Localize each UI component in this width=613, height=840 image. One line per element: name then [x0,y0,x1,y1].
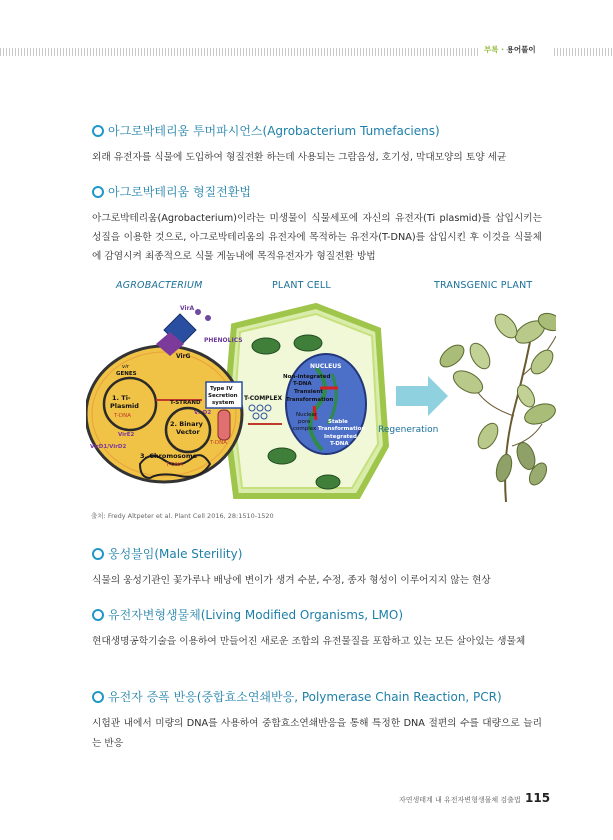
label-secretion: Secretion [208,393,238,399]
label-vird2: VirD2 [194,410,212,416]
footer-book-title: 자연생태계 내 유전자변형생물체 검출법 [399,796,521,804]
label-type-iv: Type IV [210,386,233,392]
term-agrobacterium-transformation [92,183,542,266]
label-binary-vector-1: 2. Binary [170,420,203,428]
header-section: 부록 [484,45,499,54]
term-heading [92,183,542,200]
label-vir: vir [122,364,130,370]
term-heading [92,545,542,562]
label-transient: Transient [294,389,323,395]
term-title: 유전자 증폭 반응(중합효소연쇄반응, Polymerase Chain Reaction, PCR) [108,690,502,704]
header-separator: · [501,45,504,54]
label-tdna-1: T-DNA [114,413,131,419]
figure-label-plant-cell: PLANT CELL [272,280,331,291]
label-genes: GENES [116,371,137,377]
label-vird1-vird2: VirD1/VirD2 [90,444,127,450]
label-pore: pore [298,419,311,425]
bullet-icon [92,691,104,703]
label-non-integrated: Non-integrated [283,374,331,380]
label-regeneration: Regeneration [378,425,439,435]
label-non-integrated-tdna: T-DNA [293,381,312,387]
bullet-icon [92,609,104,621]
label-vira: VirA [180,305,195,312]
term-title: 유전자변형생물체(Living Modified Organisms, LMO) [108,608,403,622]
term-heading [92,122,542,139]
running-header [484,44,536,55]
term-definition: 시험관 내에서 미량의 DNA를 사용하여 중합효소연쇄반응을 통해 특정한 DNA 절편의 수를 대량으로 늘리는 반응 [92,718,542,749]
term-definition: 현대생명공학기술을 이용하여 만들어진 새로운 조합의 유전물질을 포함하고 있는 모든 살아있는 생물체 [92,636,526,647]
label-phenolics: PHENOLICS [204,337,243,344]
term-heading [92,688,542,705]
figure-label-transgenic-plant: TRANSGENIC PLANT [434,280,533,291]
label-ti-plasmid-1: 1. Ti- [112,394,131,402]
bullet-icon [92,548,104,560]
term-definition: 외래 유전자를 식물에 도입하여 형질전환 하는데 사용되는 그람음성, 호기성, 막대모양의 토양 세균 [92,152,507,163]
term-male-sterility [92,545,542,590]
label-transient-transformation: Transformation [286,397,334,403]
header-rule-left [0,48,480,56]
regeneration-arrow [396,376,448,416]
label-stable-transformation: Transformation [318,426,366,432]
page-number: 115 [525,791,551,805]
label-complex: complex [293,426,317,432]
term-lmo [92,606,542,652]
bullet-icon [92,186,104,198]
transgenic-plant-illustration [436,310,556,502]
figure-source: 출처: Fredy Altpeter et al. Plant Cell 2016, 28:1510-1520 [91,512,274,520]
label-virg: VirG [176,353,191,360]
term-title: 아그로박테리움 형질전환법 [108,185,251,199]
label-nuclear: Nuclear [296,412,318,418]
header-rule-right [554,48,613,56]
bullet-icon [92,125,104,137]
label-system: system [212,400,235,406]
term-heading [92,606,542,623]
label-integrated-tdna: T-DNA [330,441,349,447]
label-tdna-3: T-DNA [166,462,183,468]
label-nucleus: NUCLEUS [310,363,342,370]
label-vire2: VirE2 [118,432,135,438]
term-definition: 식물의 웅성기관인 꽃가루나 배낭에 변이가 생겨 수분, 수정, 종자 형성이 이루어지지 않는 현상 [92,575,491,586]
term-pcr [92,688,542,754]
figure-label-agrobacterium: AGROBACTERIUM [116,280,203,291]
label-t-strand: T-STRAND [170,400,201,406]
label-ti-plasmid-2: Plasmid [110,402,139,410]
label-chromosome: 3. Chromosome [140,452,198,460]
label-tdna-2: T-DNA [210,440,227,446]
header-title: 용어풀이 [506,45,536,54]
agrobacterium-transformation-diagram [86,296,556,502]
term-title: 웅성불임(Male Sterility) [108,547,243,561]
label-stable: Stable [328,419,348,425]
label-binary-vector-2: Vector [176,428,200,436]
term-agrobacterium-tumefaciens [92,122,542,167]
label-t-complex: T-COMPLEX [244,395,283,402]
term-title: 아그로박테리움 투머파시언스(Agrobacterium Tumefaciens) [108,124,440,138]
label-integrated: Integrated [324,434,357,440]
term-definition: 아그로박테리움(Agrobacterium)이라는 미생물이 식물세포에 자신의 유전자(Ti plasmid)를 삽입시키는 성질을 이용한 것으로, 아그로박테리움의 유전자에 목적하는 유전자(T-DNA)를 삽입시킨 후 이것을 식물체에 감염시켜 최종적으로 식물 게놈내에 목적유전자가 형질전환 방법 [92,213,542,262]
